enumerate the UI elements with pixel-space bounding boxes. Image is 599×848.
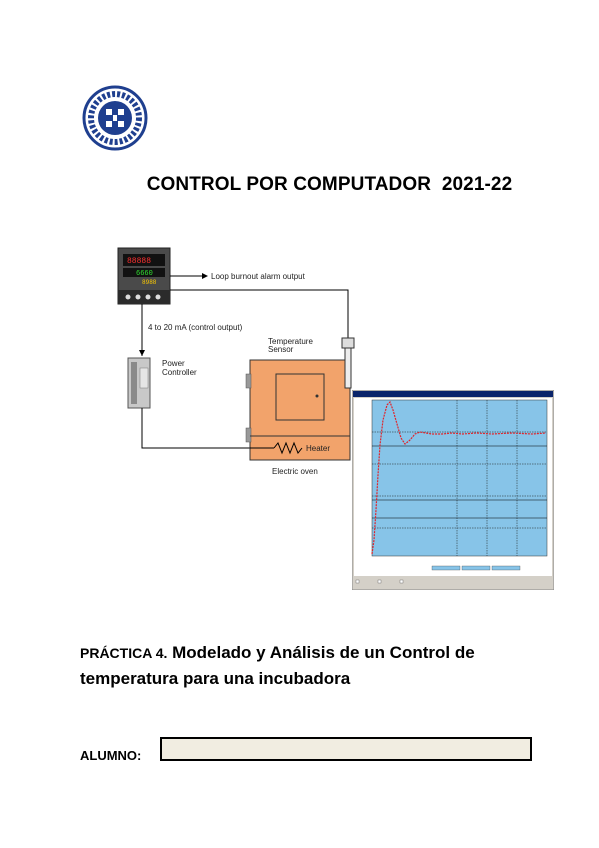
electric-oven: [246, 360, 350, 460]
practice-title-line2: temperatura para una incubadora: [80, 669, 351, 688]
student-label: ALUMNO:: [80, 748, 142, 763]
temperature-controller: [118, 248, 170, 304]
control-loop-diagram: [110, 238, 360, 484]
practice-title-line1: Modelado y Análisis de un Control de: [167, 643, 475, 662]
temperature-sensor-label-line1: Temperature: [268, 337, 313, 346]
electric-oven-label: Electric oven: [272, 467, 318, 476]
university-logo: [80, 85, 150, 151]
controller-sv-display: 6660: [136, 270, 153, 278]
student-name-field[interactable]: [160, 737, 532, 761]
practice-number: PRÁCTICA 4.: [80, 645, 168, 661]
control-output-label: 4 to 20 mA (control output): [148, 323, 243, 332]
loop-alarm-label: Loop burnout alarm output: [211, 272, 305, 281]
controller-pv-display: 88888: [127, 257, 152, 266]
page-title: [0, 174, 599, 196]
power-controller-label-line1: Power: [162, 359, 185, 368]
power-controller: [128, 358, 150, 408]
page-title-text: CONTROL POR COMPUTADOR 2021-22: [146, 174, 513, 195]
temperature-response-plot: [352, 390, 554, 590]
power-controller-label-line2: Controller: [162, 368, 197, 377]
temperature-sensor-label-line2: Sensor: [268, 345, 294, 354]
heater-label: Heater: [306, 444, 331, 453]
controller-out-display: 8988: [142, 279, 157, 286]
practice-title: [80, 640, 520, 692]
